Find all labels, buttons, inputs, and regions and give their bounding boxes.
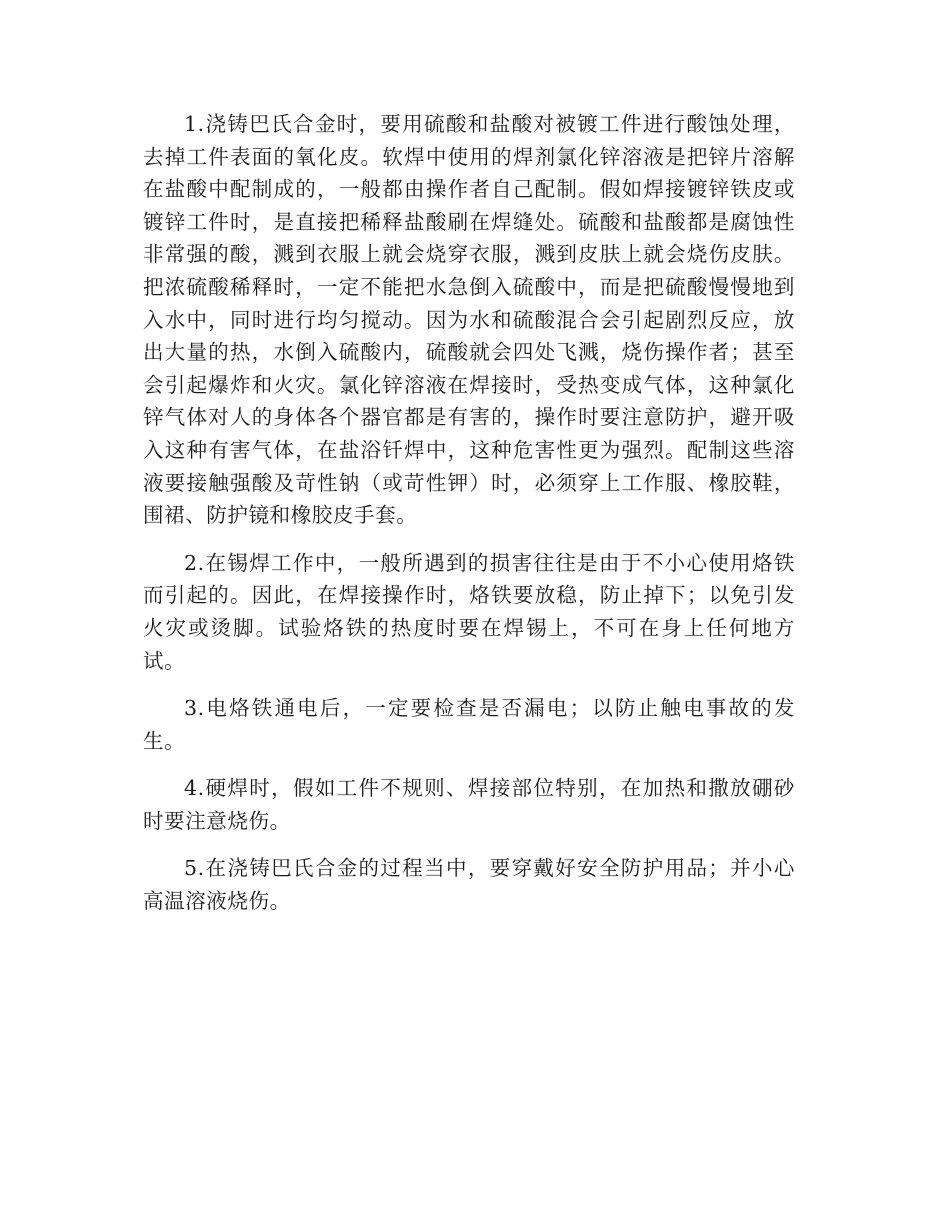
document-body bbox=[143, 108, 795, 933]
paragraph-5: 5.在浇铸巴氏合金的过程当中，要穿戴好安全防护用品；并小心高温溶液烧伤。 bbox=[143, 856, 795, 914]
paragraph-3: 3.电烙铁通电后，一定要检查是否漏电；以防止触电事故的发生。 bbox=[143, 696, 795, 753]
paragraph-4: 4.硬焊时，假如工件不规则、焊接部位特别，在加热和撒放硼砂时要注意烧伤。 bbox=[143, 776, 795, 833]
paragraph-1: 1.浇铸巴氏合金时，要用硫酸和盐酸对被镀工件进行酸蚀处理，去掉工件表面的氧化皮。软焊中使用的焊剂氯化锌溶液是把锌片溶解在盐酸中配制成的，一般都由操作者自己配制。假如焊接镀锌铁皮或镀锌工件时，是直接把稀释盐酸刷在焊缝处。硫酸和盐酸都是腐蚀性非常强的酸，溅到衣服上就会烧穿衣服，溅到皮肤上就会烧伤皮肤。把浓硫酸稀释时，一定不能把水急倒入硫酸中，而是把硫酸慢慢地到入水中，同时进行均匀搅动。因为水和硫酸混合会引起剧烈反应，放出大量的热，水倒入硫酸内，硫酸就会四处飞溅，烧伤操作者；甚至会引起爆炸和火灾。氯化锌溶液在焊接时，受热变成气体，这种氯化锌气体对人的身体各个器官都是有害的，操作时要注意防护，避开吸入这种有害气体，在盐浴钎焊中，这种危害性更为强烈。配制这些溶液要接触强酸及苛性钠（或苛性钾）时，必须穿上工作服、橡胶鞋，围裙、防护镜和橡胶皮手套。 bbox=[143, 112, 795, 528]
paragraph-2: 2.在锡焊工作中，一般所遇到的损害往往是由于不小心使用烙铁而引起的。因此，在焊接操作时，烙铁要放稳，防止掉下；以免引发火灾或烫脚。试验烙铁的热度时要在焊锡上，不可在身上任何地方试。 bbox=[143, 550, 795, 673]
